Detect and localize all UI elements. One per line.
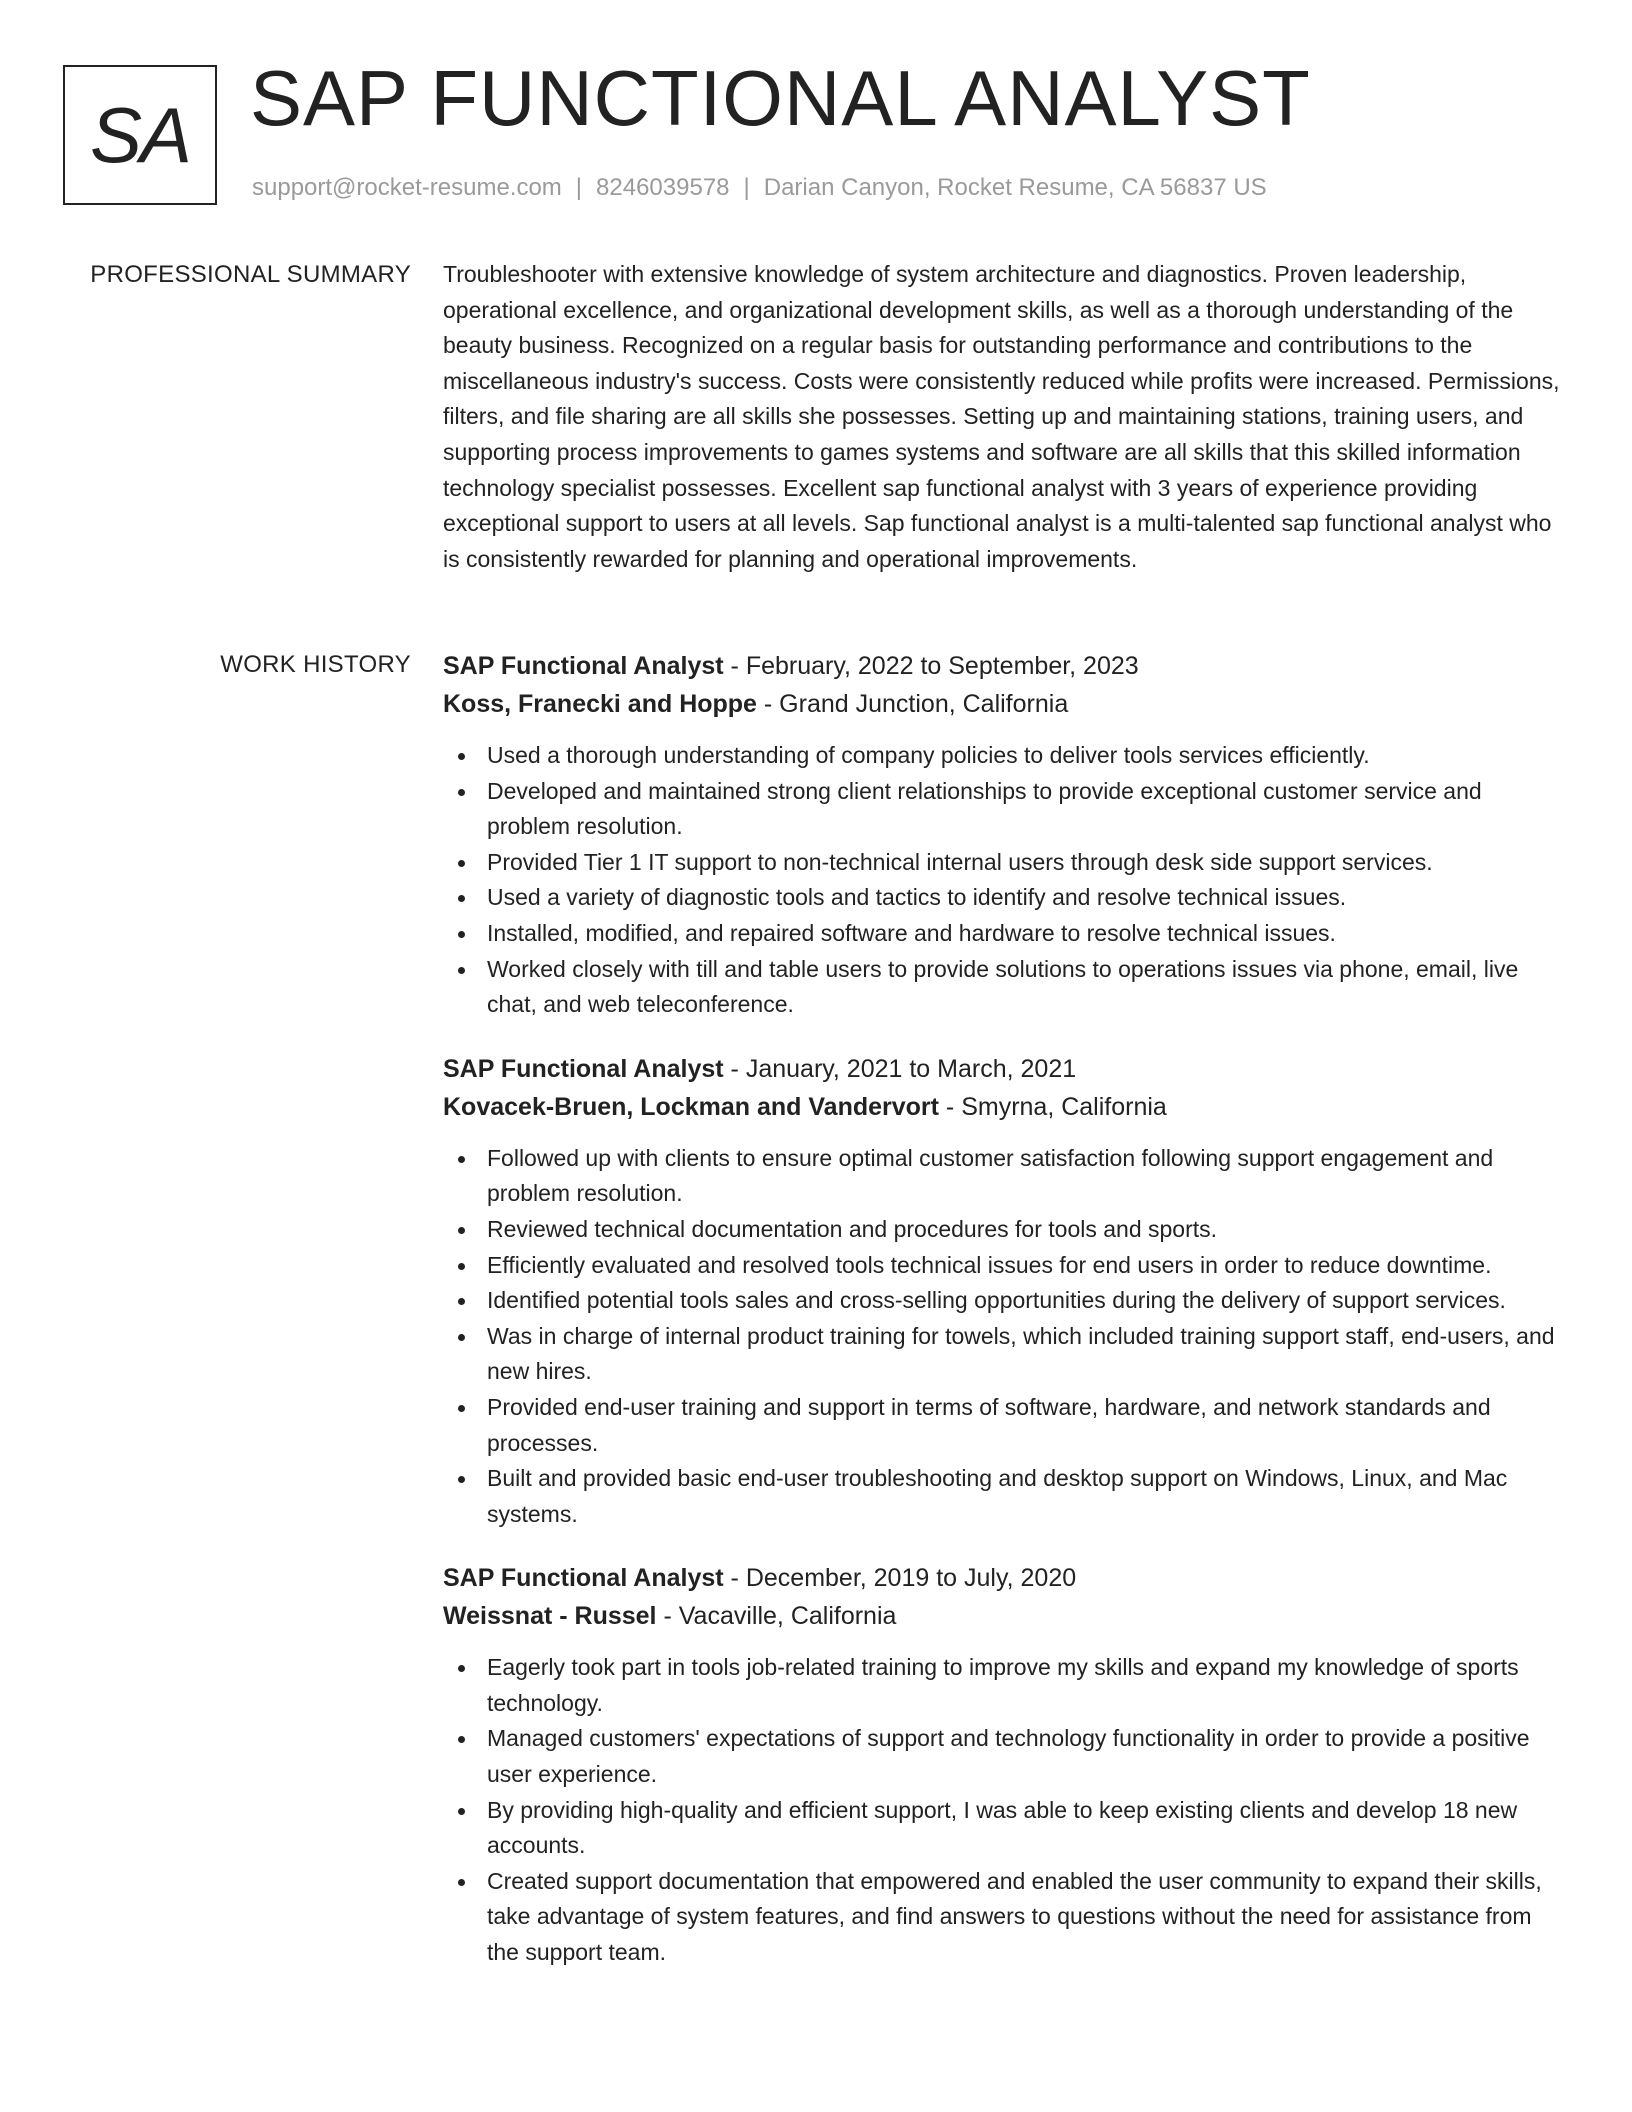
contact-email: support@rocket-resume.com	[252, 174, 562, 201]
job-dates: - February, 2022 to September, 2023	[723, 652, 1139, 680]
job-bullet: Used a thorough understanding of company policies to deliver tools services efficiently.	[443, 738, 1561, 774]
job-title-line	[443, 1559, 1561, 1597]
job-bullet: Created support documentation that empowered and enabled the user community to expand their skills, take advantage of system features, and find answers to questions without the need for assistance from the support team.	[443, 1864, 1561, 1971]
contact-address: Darian Canyon, Rocket Resume, CA 56837 US	[763, 174, 1267, 201]
contact-phone: 8246039578	[596, 174, 730, 201]
job-entry	[443, 1559, 1561, 1970]
monogram-initials: SA	[89, 91, 191, 179]
job-company: Koss, Franecki and Hoppe	[443, 690, 757, 718]
job-location: - Vacaville, California	[656, 1602, 897, 1631]
summary-body	[443, 257, 1561, 577]
job-bullet: Was in charge of internal product training for towels, which included training support staff, end-users, and new hires.	[443, 1319, 1561, 1390]
job-bullet: Provided Tier 1 IT support to non-technical internal users through desk side support services.	[443, 845, 1561, 881]
job-bullet-list	[443, 1141, 1561, 1533]
job-title: SAP Functional Analyst	[443, 652, 724, 680]
job-bullet: Provided end-user training and support in terms of software, hardware, and network standards and processes.	[443, 1390, 1561, 1461]
job-dates: - December, 2019 to July, 2020	[723, 1564, 1077, 1593]
job-bullet: Followed up with clients to ensure optimal customer satisfaction following support engagement and problem resolution.	[443, 1141, 1561, 1212]
contact-separator: |	[575, 174, 583, 201]
job-company-line	[443, 1597, 1561, 1635]
job-bullet: Identified potential tools sales and cross-selling opportunities during the delivery of support services.	[443, 1283, 1561, 1319]
job-dates: - January, 2021 to March, 2021	[723, 1054, 1077, 1083]
job-location: - Grand Junction, California	[756, 690, 1069, 718]
job-company-line	[443, 1088, 1561, 1126]
job-bullet: Managed customers' expectations of support and technology functionality in order to provide a positive user experience.	[443, 1721, 1561, 1792]
job-bullet: Eagerly took part in tools job-related training to improve my skills and expand my knowledge of sports technology.	[443, 1650, 1561, 1721]
job-location: - Smyrna, California	[938, 1092, 1167, 1121]
section-heading: PROFESSIONAL SUMMARY	[90, 261, 411, 288]
job-company: Weissnat - Russel	[443, 1602, 657, 1631]
monogram-box	[63, 65, 217, 205]
job-bullet: Built and provided basic end-user troubleshooting and desktop support on Windows, Linux, and Mac systems.	[443, 1461, 1561, 1532]
job-company: Kovacek-Bruen, Lockman and Vandervort	[443, 1092, 939, 1121]
job-title: SAP Functional Analyst	[443, 1564, 724, 1593]
job-bullet: Reviewed technical documentation and procedures for tools and sports.	[443, 1212, 1561, 1248]
contact-separator: |	[743, 174, 750, 201]
job-title-line	[443, 647, 1561, 685]
section-heading: WORK HISTORY	[220, 651, 411, 678]
job-bullet: Installed, modified, and repaired software and hardware to resolve technical issues.	[443, 916, 1561, 952]
job-title: SAP Functional Analyst	[443, 1054, 724, 1083]
job-entry	[443, 1050, 1561, 1533]
summary-text: Troubleshooter with extensive knowledge of system architecture and diagnostics. Proven leadership, operational excellence, and organizational development skills, as well as a thorough understanding of the beauty business. Recognized on a regular basis for outstanding performance and contributions to the miscellaneous industry's success. Costs were consistently reduced while profits were increased. Permissions, filters, and file sharing are all skills she possesses. Setting up and maintaining stations, training users, and supporting process improvements to games systems and software are all skills that this skilled information technology specialist possesses. Excellent sap functional analyst with 3 years of experience providing exceptional support to users at all levels. Sap functional analyst is a multi-talented sap functional analyst who is consistently rewarded for planning and operational improvements.	[443, 261, 1560, 572]
resume-name: SAP FUNCTIONAL ANALYST	[250, 54, 1311, 142]
job-entry	[443, 647, 1561, 1023]
job-bullet-list	[443, 738, 1561, 1023]
job-bullet: Developed and maintained strong client relationships to provide exceptional customer service and problem resolution.	[443, 774, 1561, 845]
job-company-line	[443, 685, 1561, 723]
job-bullet: Used a variety of diagnostic tools and tactics to identify and resolve technical issues.	[443, 880, 1561, 916]
job-bullet: By providing high-quality and efficient support, I was able to keep existing clients and develop 18 new accounts.	[443, 1793, 1561, 1864]
job-title-line	[443, 1050, 1561, 1088]
job-bullet-list	[443, 1650, 1561, 1970]
contact-line	[252, 174, 1267, 203]
job-bullet: Efficiently evaluated and resolved tools technical issues for end users in order to reduce downtime.	[443, 1248, 1561, 1284]
job-bullet: Worked closely with till and table users to provide solutions to operations issues via phone, email, live chat, and web teleconference.	[443, 952, 1561, 1023]
work-history-body	[443, 647, 1561, 1971]
